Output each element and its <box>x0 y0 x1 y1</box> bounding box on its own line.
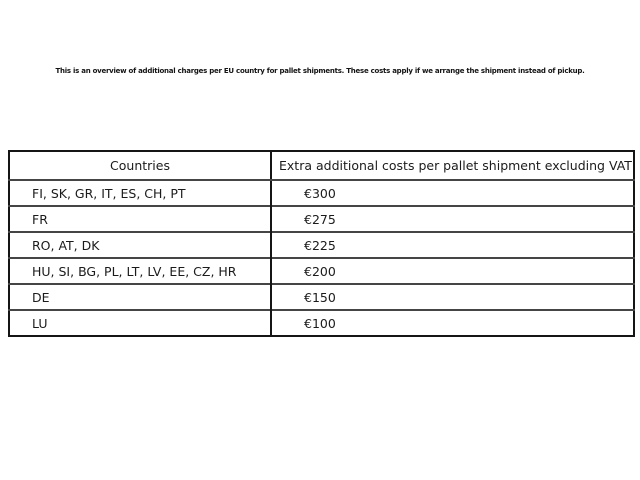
table-row <box>9 232 634 258</box>
countries-cell: FI, SK, GR, IT, ES, CH, PT <box>9 180 271 206</box>
table-row <box>9 258 634 284</box>
cost-cell: €300 <box>271 180 634 206</box>
table-row <box>9 180 634 206</box>
countries-column-header: Countries <box>9 151 271 180</box>
cost-cell: €150 <box>271 284 634 310</box>
cost-column-header: Extra additional costs per pallet shipment excluding VAT <box>271 151 634 180</box>
header-row <box>9 151 634 180</box>
page-description: This is an overview of additional charges per EU country for pallet shipments. These costs apply if we arrange the shipment instead of pickup. <box>55 67 585 75</box>
charges-table <box>8 150 635 337</box>
countries-cell: FR <box>9 206 271 232</box>
table-row <box>9 284 634 310</box>
countries-cell: HU, SI, BG, PL, LT, LV, EE, CZ, HR <box>9 258 271 284</box>
countries-cell: DE <box>9 284 271 310</box>
countries-cell: LU <box>9 310 271 336</box>
cost-cell: €200 <box>271 258 634 284</box>
table-body <box>9 180 634 336</box>
table-row <box>9 310 634 336</box>
cost-cell: €100 <box>271 310 634 336</box>
cost-cell: €225 <box>271 232 634 258</box>
cost-cell: €275 <box>271 206 634 232</box>
table-header <box>9 151 634 180</box>
table-row <box>9 206 634 232</box>
countries-cell: RO, AT, DK <box>9 232 271 258</box>
